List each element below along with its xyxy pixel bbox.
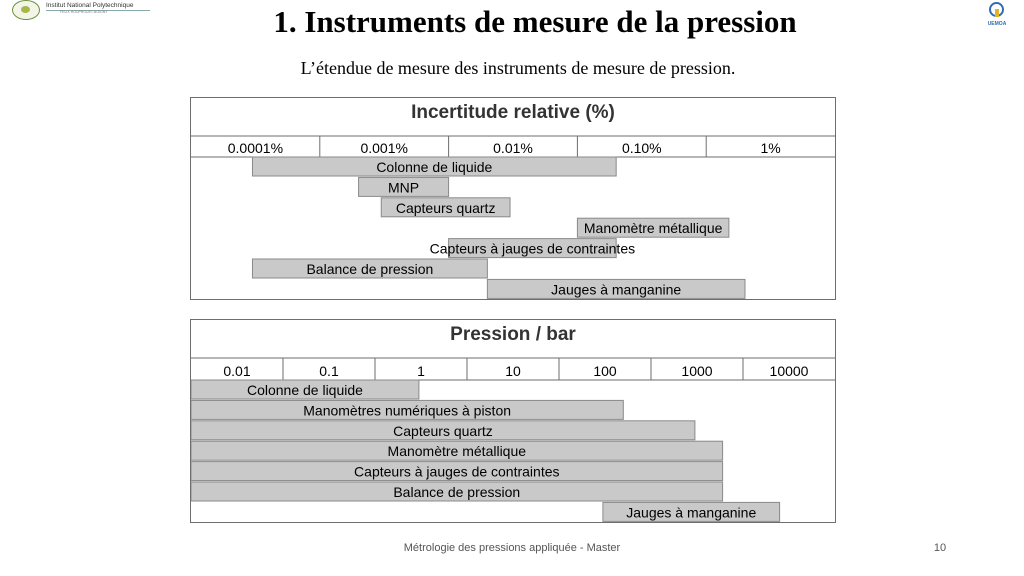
range-bar-label: Colonne de liquide (246, 382, 363, 398)
range-bar-label: Balance de pression (393, 484, 521, 500)
range-bar-label: Jauges à manganine (551, 281, 682, 298)
tick-label: 0.1 (319, 363, 339, 379)
institution-name: Institut National Polytechnique (46, 2, 134, 9)
uncertainty-chart-svg (191, 98, 837, 301)
range-bar-label: Capteurs quartz (395, 199, 496, 216)
range-bar-label: Balance de pression (306, 261, 434, 277)
range-bar-label: Manomètre métallique (583, 220, 723, 237)
pressure-range-chart (190, 319, 836, 523)
tick-label: 1% (760, 140, 781, 156)
range-bar-label: Colonne de liquide (376, 159, 493, 175)
range-bar-label: Jauges à manganine (626, 504, 757, 521)
range-bar-label: Manomètres numériques à piston (303, 402, 512, 419)
range-bar-label: Capteurs quartz (393, 422, 493, 439)
chart-title: Pression / bar (450, 324, 576, 345)
footer-text: Métrologie des pressions appliquée - Master (403, 542, 621, 554)
slide-title: 1. Instruments de mesure de la pression (273, 4, 797, 39)
tick-label: 0.01 (223, 363, 251, 379)
tick-label: 10 (505, 363, 521, 379)
tick-label: 10000 (769, 363, 809, 379)
chart-title: Incertitude relative (%) (411, 102, 615, 123)
uncertainty-chart (190, 97, 836, 300)
institution-subtitle: FELIX HOUPHOUET-BOIGNY (60, 10, 108, 14)
range-bar-label: Capteurs à jauges de contraintes (354, 463, 560, 480)
partner-logo-text: UEMOA (987, 21, 1007, 27)
slide-subtitle: L’étendue de mesure des instruments de mesure de pression. (300, 58, 736, 78)
tick-label: 0.001% (360, 140, 408, 156)
pressure-range-chart-svg (191, 320, 837, 524)
tick-label: 100 (593, 363, 617, 379)
range-bar-label: Manomètre métallique (387, 443, 527, 460)
tick-label: 0.01% (493, 140, 533, 156)
tick-label: 1000 (681, 363, 713, 379)
range-bar-label: MNP (388, 179, 420, 196)
tick-label: 1 (417, 363, 425, 379)
tick-label: 0.10% (621, 140, 662, 156)
tick-label: 0.0001% (227, 140, 284, 156)
range-bar-label: Capteurs à jauges de contraintes (429, 240, 636, 257)
page-number: 10 (933, 542, 947, 554)
